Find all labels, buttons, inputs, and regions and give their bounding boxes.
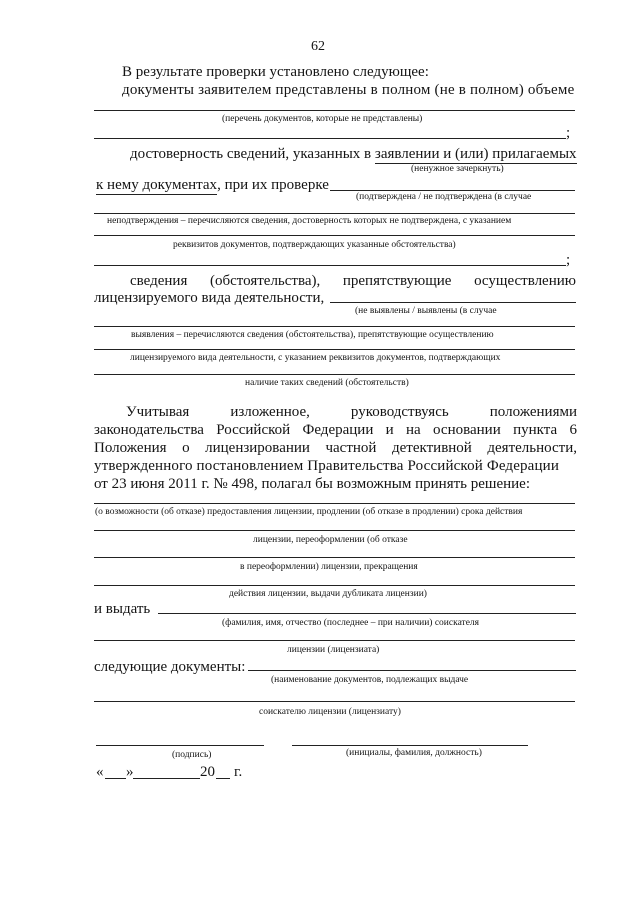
conclusion-word: положениями — [489, 404, 577, 420]
conclusion-line-4: утвержденного постановлением Правительства Российской Федерации — [94, 458, 560, 474]
date-year-suffix: г. — [234, 764, 243, 780]
initials-line — [292, 745, 528, 746]
reliability-fill-line-3 — [94, 265, 566, 266]
reliability-underlined: заявлении и (или) прилагаемых — [374, 146, 577, 162]
semicolon: ; — [566, 125, 571, 141]
conclusion-word: и — [385, 422, 394, 438]
obstacles-line — [130, 274, 576, 289]
date-month-line — [133, 778, 200, 779]
documents-fill-line-2 — [94, 138, 566, 139]
decision-note-1: (о возможности (об отказе) предоставления лицензии, продлении (об отказе в продлении) срока действия — [95, 507, 523, 517]
conclusion-word: 6 — [569, 422, 577, 438]
docs-fill-line-2 — [94, 701, 575, 702]
date-year-prefix: 20 — [200, 764, 215, 780]
obstacles-fill-line-3 — [94, 374, 575, 375]
documents-line: документы заявителем представлены в полном (не в полном) объеме — [122, 82, 575, 98]
reliability-fill-line-2 — [94, 235, 575, 236]
documents-note: (перечень документов, которые не представлены) — [222, 114, 423, 124]
reliability-note-3: реквизитов документов, подтверждающих указанные обстоятельства) — [173, 240, 456, 250]
conclusion-word: Федерации — [302, 422, 374, 438]
docs-note-1: (наименование документов, подлежащих выдаче — [271, 675, 469, 685]
reliability-note-1: (подтверждена / не подтверждена (в случае — [356, 192, 532, 202]
reliability-line-2 — [96, 178, 329, 193]
decision-fill-line — [94, 503, 575, 504]
date-year-line — [216, 778, 230, 779]
result-heading: В результате проверки установлено следующее: — [122, 64, 429, 80]
decision-fill-line-4 — [94, 585, 575, 586]
strike-note: (ненужное зачеркнуть) — [411, 164, 504, 174]
conclusion-word: законодательства — [94, 422, 204, 438]
date-open-quote: « — [96, 764, 104, 780]
issue-fill-line-2 — [94, 640, 575, 641]
docs-note-2: соискателю лицензии (лицензиату) — [259, 707, 401, 717]
conclusion-word: изложенное, — [230, 404, 310, 420]
conclusion-word: Положения — [94, 440, 167, 456]
reliability-underlined-2: к нему документах — [96, 177, 218, 193]
reliability-fill-line — [94, 213, 575, 214]
conclusion-word: Учитывая — [126, 404, 190, 420]
obstacles-note-3: лицензируемого вида деятельности, с указанием реквизитов документов, подтверждающих — [130, 353, 501, 363]
obstacles-note-4: наличие таких сведений (обстоятельств) — [245, 378, 409, 388]
documents-fill-line — [94, 110, 575, 111]
obstacles-word: осуществлению — [474, 273, 576, 289]
conclusion-word: руководствуясь — [350, 404, 449, 420]
obstacles-fill-line — [94, 326, 575, 327]
date-close-quote: » — [126, 764, 134, 780]
reliability-rest: , при их проверке — [217, 177, 329, 193]
conclusion-word: основании — [433, 422, 501, 438]
decision-note-4: действия лицензии, выдачи дубликата лицензии) — [229, 589, 427, 599]
issue-note-2: лицензии (лицензиата) — [287, 645, 380, 655]
conclusion-word: деятельности, — [487, 440, 577, 456]
conclusion-line-1 — [126, 405, 577, 420]
obstacles-word: (обстоятельства), — [209, 273, 321, 289]
docs-label: следующие документы: — [94, 659, 246, 675]
signature-note: (подпись) — [172, 750, 212, 760]
conclusion-word: Российской — [216, 422, 291, 438]
decision-fill-line-2 — [94, 530, 575, 531]
obstacles-word: препятствующие — [342, 273, 452, 289]
decision-note-3: в переоформлении) лицензии, прекращения — [240, 562, 418, 572]
obstacles-fill-line-2 — [94, 349, 575, 350]
semicolon-2: ; — [566, 252, 571, 268]
conclusion-line-2 — [94, 423, 577, 438]
obstacles-note-2: выявления – перечисляются сведения (обстоятельства), препятствующие осуществлению — [131, 330, 494, 340]
initials-note: (инициалы, фамилия, должность) — [346, 748, 482, 758]
check-result-line — [330, 190, 575, 191]
conclusion-word: о — [182, 440, 190, 456]
conclusion-word: на — [406, 422, 421, 438]
obstacles-result-line — [330, 302, 576, 303]
decision-fill-line-3 — [94, 557, 575, 558]
conclusion-word: частной — [325, 440, 377, 456]
signature-line — [96, 745, 264, 746]
conclusion-word: пункта — [513, 422, 558, 438]
issue-label: и выдать — [94, 601, 151, 617]
decision-note-2: лицензии, переоформлении (об отказе — [253, 535, 408, 545]
issue-note-1: (фамилия, имя, отчество (последнее – при наличии) соискателя — [222, 618, 480, 628]
date-day-line — [105, 778, 126, 779]
reliability-line — [130, 147, 577, 162]
page-number: 62 — [311, 39, 325, 54]
obstacles-line-2: лицензируемого вида деятельности, — [94, 290, 325, 306]
docs-fill-line — [248, 670, 576, 671]
reliability-prefix: достоверность сведений, указанных в — [130, 146, 372, 162]
obstacles-word: сведения — [130, 273, 188, 289]
conclusion-word: детективной — [392, 440, 472, 456]
conclusion-line-5: от 23 июня 2011 г. № 498, полагал бы возможным принять решение: — [94, 476, 530, 492]
conclusion-line-3 — [94, 441, 577, 456]
reliability-note-2: неподтверждения – перечисляются сведения, достоверность которых не подтверждена, с указанием — [107, 216, 512, 226]
conclusion-word: лицензировании — [205, 440, 310, 456]
issue-fill-line — [158, 613, 576, 614]
obstacles-note-1: (не выявлены / выявлены (в случае — [355, 306, 497, 316]
